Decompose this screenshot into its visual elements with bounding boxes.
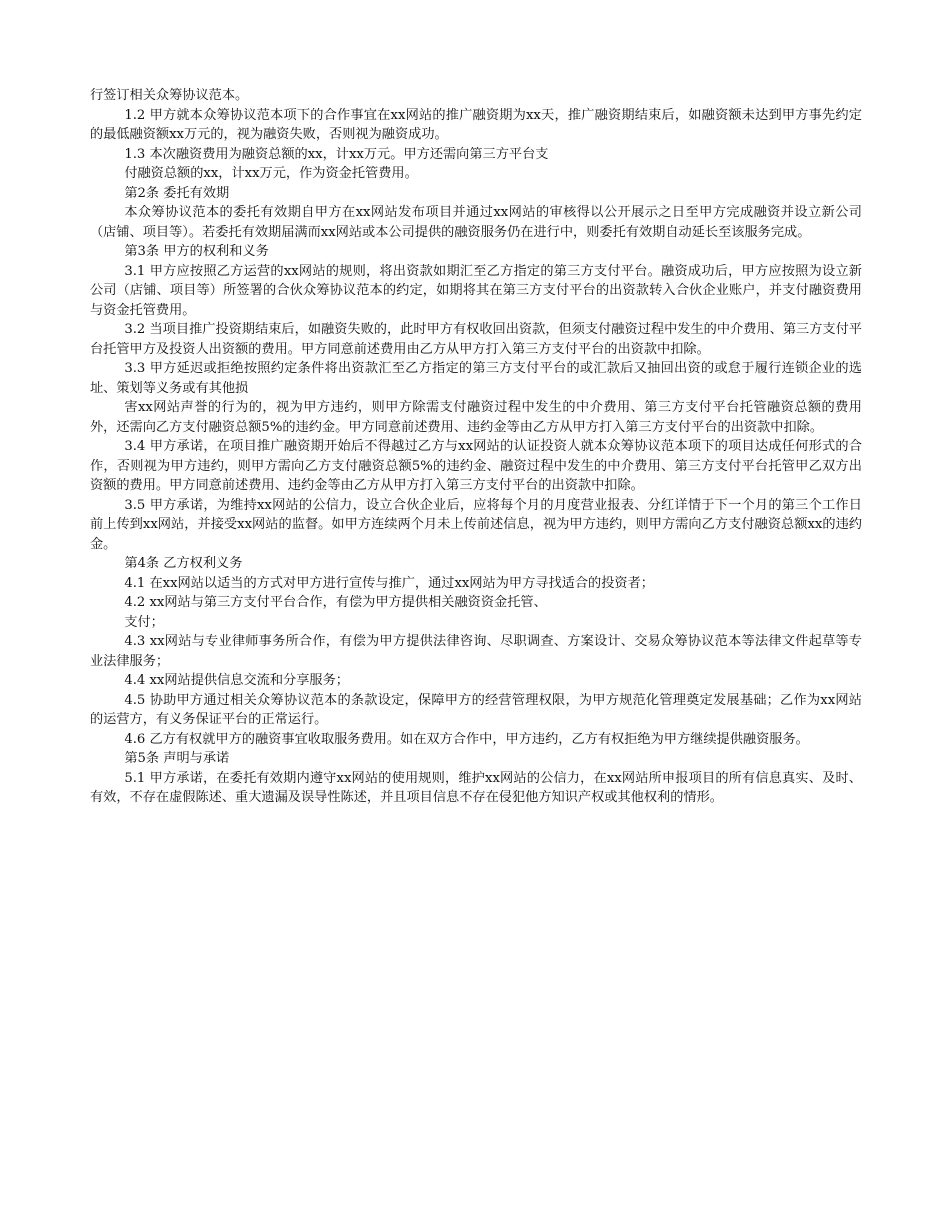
article-5-heading: 第5条 声明与承诺 [124, 751, 230, 766]
clause-4-2: 4.2 xx网站与第三方支付平台合作，有偿为甲方提供相关融资资金托管、 [124, 595, 547, 610]
article-3-heading: 第3条 甲方的权利和义务 [124, 244, 269, 259]
clause-5-1: 5.1 甲方承诺，在委托有效期内遵守xx网站的使用规则，维护xx网站的公信力，在xx网站所申报项目的所有信息真实、及时、有效，不存在虚假陈述、重大遗漏及误导性陈述，并且项目信息不存在侵犯他方知识产权或其他权利的情形。 [90, 770, 862, 805]
article-2-body: 本众筹协议范本的委托有效期自甲方在xx网站发布项目并通过xx网站的审核得以公开展示之日至甲方完成融资并设立新公司（店铺、项目等）。若委托有效期届满而xx网站或本公司提供的融资服务仍在进行中，则委托有效期自动延长至该服务完成。 [90, 205, 862, 240]
clause-4-6: 4.6 乙方有权就甲方的融资事宜收取服务费用。如在双方合作中，甲方违约，乙方有权拒绝为甲方继续提供融资服务。 [124, 731, 809, 747]
clause-4-1: 4.1 在xx网站以适当的方式对甲方进行宣传与推广，通过xx网站为甲方寻找适合的投资者； [124, 575, 654, 591]
clause-1-3-continued: 付融资总额的xx，计xx万元，作为资金托管费用。 [124, 166, 418, 181]
clause-4-2-continued: 支付； [124, 614, 164, 630]
clause-3-1: 3.1 甲方应按照乙方运营的xx网站的规则，将出资款如期汇至乙方指定的第三方支付平台。融资成功后，甲方应按照为设立新公司（店铺、项目等）所签署的合伙众筹协议范本的约定，如期将其在第三方支付平台的出资款转入合伙企业账户，并支付融资费用与资金托管费用。 [90, 263, 862, 318]
clause-4-3: 4.3 xx网站与专业律师事务所合作，有偿为甲方提供法律咨询、尽职调查、方案设计、交易众筹协议范本等法律文件起草等专业法律服务； [90, 634, 862, 669]
clause-4-5: 4.5 协助甲方通过相关众筹协议范本的条款设定，保障甲方的经营管理权限，为甲方规范化管理奠定发展基础；乙作为xx网站的运营方，有义务保证平台的正常运行。 [90, 692, 862, 727]
clause-1-3: 1.3 本次融资费用为融资总额的xx，计xx万元。甲方还需向第三方平台支 [124, 146, 549, 162]
clause-3-3-continued: 害xx网站声誉的行为的，视为甲方违约，则甲方除需支付融资过程中发生的中介费用、第三方支付平台托管融资总额的费用外，还需向乙方支付融资总额5%的违约金。甲方同意前述费用、违约金等由乙方从甲方打入第三方支付平台的出资款中扣除。 [90, 400, 862, 435]
document-body [90, 86, 862, 808]
clause-3-2: 3.2 当项目推广投资期结束后，如融资失败的，此时甲方有权收回出资款，但须支付融资过程中发生的中介费用、第三方支付平台托管甲方及投资人出资额的费用。甲方同意前述费用由乙方从甲方打入第三方支付平台的出资款中扣除。 [90, 322, 862, 357]
clause-4-4: 4.4 xx网站提供信息交流和分享服务； [124, 673, 349, 688]
clause-3-4: 3.4 甲方承诺，在项目推广融资期开始后不得越过乙方与xx网站的认证投资人就本众筹协议范本项下的项目达成任何形式的合作，否则视为甲方违约，则甲方需向乙方支付融资总额5%的违约金、融资过程中发生的中介费用、第三方支付平台托管甲乙双方出资额的费用。甲方同意前述费用、违约金等由乙方从甲方打入第三方支付平台的出资款中扣除。 [90, 439, 862, 493]
clause-1-2: 1.2 甲方就本众筹协议范本项下的合作事宜在xx网站的推广融资期为xx天，推广融资期结束后，如融资额未达到甲方事先约定的最低融资额xx万元的，视为融资失败，否则视为融资成功。 [90, 107, 862, 142]
clause-3-5: 3.5 甲方承诺，为维持xx网站的公信力，设立合伙企业后，应将每个月的月度营业报表、分红详情于下一个月的第三个工作日前上传到xx网站，并接受xx网站的监督。如甲方连续两个月未上传前述信息，视为甲方违约，则甲方需向乙方支付融资总额xx的违约金。 [90, 497, 862, 552]
article-2-heading: 第2条 委托有效期 [124, 185, 230, 201]
paragraph-continuation: 行签订相关众筹协议范本。 [90, 88, 249, 103]
article-4-heading: 第4条 乙方权利义务 [124, 556, 243, 571]
clause-3-3: 3.3 甲方延迟或拒绝按照约定条件将出资款汇至乙方指定的第三方支付平台的或汇款后又抽回出资的或怠于履行连锁企业的选址、策划等义务或有其他损 [90, 361, 862, 396]
